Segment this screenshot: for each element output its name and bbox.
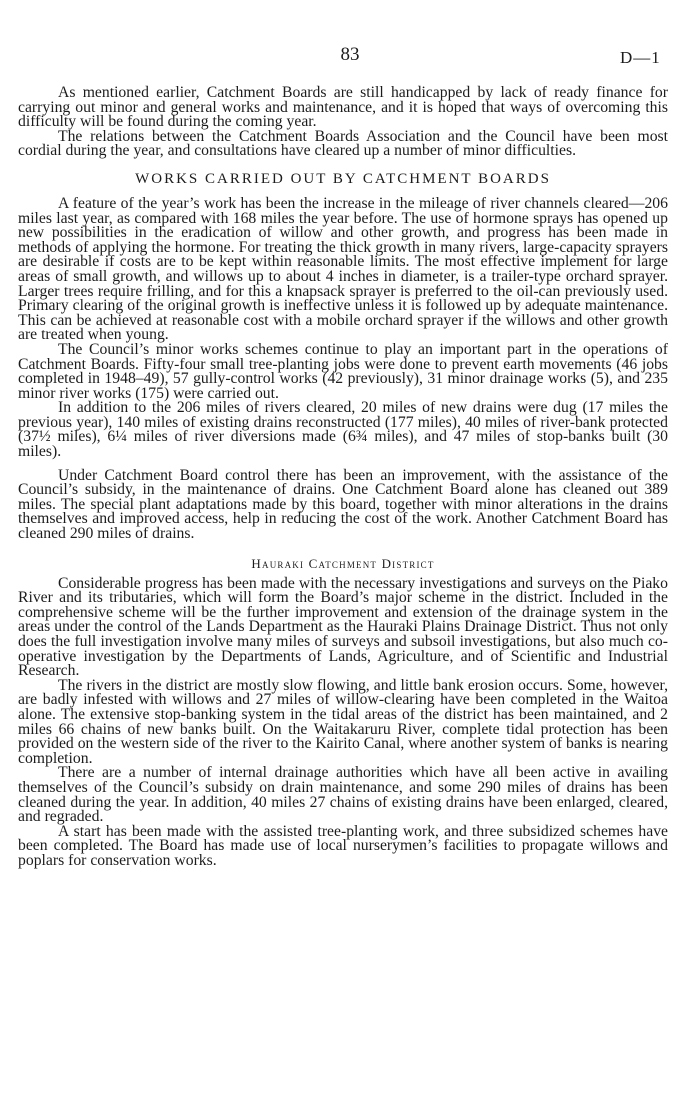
works-section-heading: WORKS CARRIED OUT BY CATCHMENT BOARDS (135, 170, 551, 187)
hauraki-paragraph-1: Considerable progress has been made with the necessary investigations and surveys on the Piako River and its tributaries, which will form the Board’s major scheme in the district. Included in the comprehensive scheme will be the further improvement and extension of the drainage system in the areas under the control of the Lands Department as the Hauraki Plains Drainage District. Thus not only does the full investigation involve many miles of surveys and subsoil investigations, but also much co-operative investigation by the Departments of Lands, Agriculture, and of Scientific and Industrial Research. (18, 574, 668, 680)
page-body (18, 86, 668, 869)
page-code: D—1 (620, 48, 661, 67)
intro-paragraph-2: The relations between the Catchment Boards Association and the Council have been most cordial during the year, and consultations have cleared up a number of minor difficulties. (18, 127, 668, 160)
works-paragraph-2: The Council’s minor works schemes continue to play an important part in the operations of Catchment Boards. Fifty-four small tree-planting jobs were done to prevent earth movements (46 jobs completed in 1948–49), 57 gully-control works (42 previously), 31 minor drainage works (5), and 235 minor river works (175) were carried out. (18, 340, 668, 402)
hauraki-paragraph-3: There are a number of internal drainage authorities which have all been active in availing themselves of the Council’s subsidy on drain maintenance, and some 290 miles of drains has been cleaned during the year. In addition, 40 miles 27 chains of existing drains have been enlarged, cleared, and regraded. (18, 764, 668, 826)
hauraki-section-heading: Hauraki Catchment District (251, 555, 435, 571)
works-paragraph-4: Under Catchment Board control there has been an improvement, with the assistance of the Council’s subsidy, in the maintenance of drains. One Catchment Board alone has cleaned out 389 miles. The special plant adaptations made by this board, together with minor alterations in the drains themselves and improved access, help in reducing the cost of the work. Another Catchment Board has cleaned 290 miles of drains. (18, 466, 668, 543)
works-paragraph-3: In addition to the 206 miles of rivers cleared, 20 miles of new drains were dug (17 miles the previous year), 140 miles of existing drains reconstructed (177 miles), 40 miles of river-bank protected (37½ miles), 6¼ miles of river diversions made (6¾ miles), and 47 miles of stop-banks built (30 miles). (18, 399, 668, 461)
intro-paragraph-1: As mentioned earlier, Catchment Boards are still handicapped by lack of ready finance for carrying out minor and general works and maintenance, and it is hoped that ways of overcoming this difficulty will be found during the coming year. (18, 84, 668, 131)
hauraki-paragraph-4: A start has been made with the assisted tree-planting work, and three subsidized schemes have been completed. The Board has made use of local nurserymen’s facilities to propagate willows and poplars for conservation works. (18, 822, 668, 869)
hauraki-paragraph-2: The rivers in the district are mostly slow flowing, and little bank erosion occurs. Some, however, are badly infested with willows and 27 miles of willow-clearing have been completed in the Waitoa alone. The extensive stop-banking system in the tidal areas of the district has been maintained, and 2 miles 66 chains of new banks built. On the Waitakaruru River, complete tidal protection has been provided on the western side of the river to the Kairito Canal, where another system of banks is nearing completion. (18, 676, 668, 767)
works-paragraph-1: A feature of the year’s work has been the increase in the mileage of river channels cleared—206 miles last year, as compared with 168 miles the year before. The use of hormone sprays has opened up new possibilities in the eradication of willow and other growth, and progress has been made in methods of applying the hormone. For treating the thick growth in many rivers, large-capacity sprayers are desirable if costs are to be kept within reasonable limits. The most effective implement for large areas of small growth, and willows up to about 4 inches in diameter, is a trailer-type orchard sprayer. Larger trees require frilling, and for this a knapsack sprayer is preferred to the oil-can previously used. Primary clearing of the original growth is ineffective unless it is followed up by adequate maintenance. This can be achieved at reasonable cost with a mobile orchard sprayer if the willows and other growth are treated when young. (18, 194, 668, 344)
page-number: 83 (340, 44, 360, 65)
